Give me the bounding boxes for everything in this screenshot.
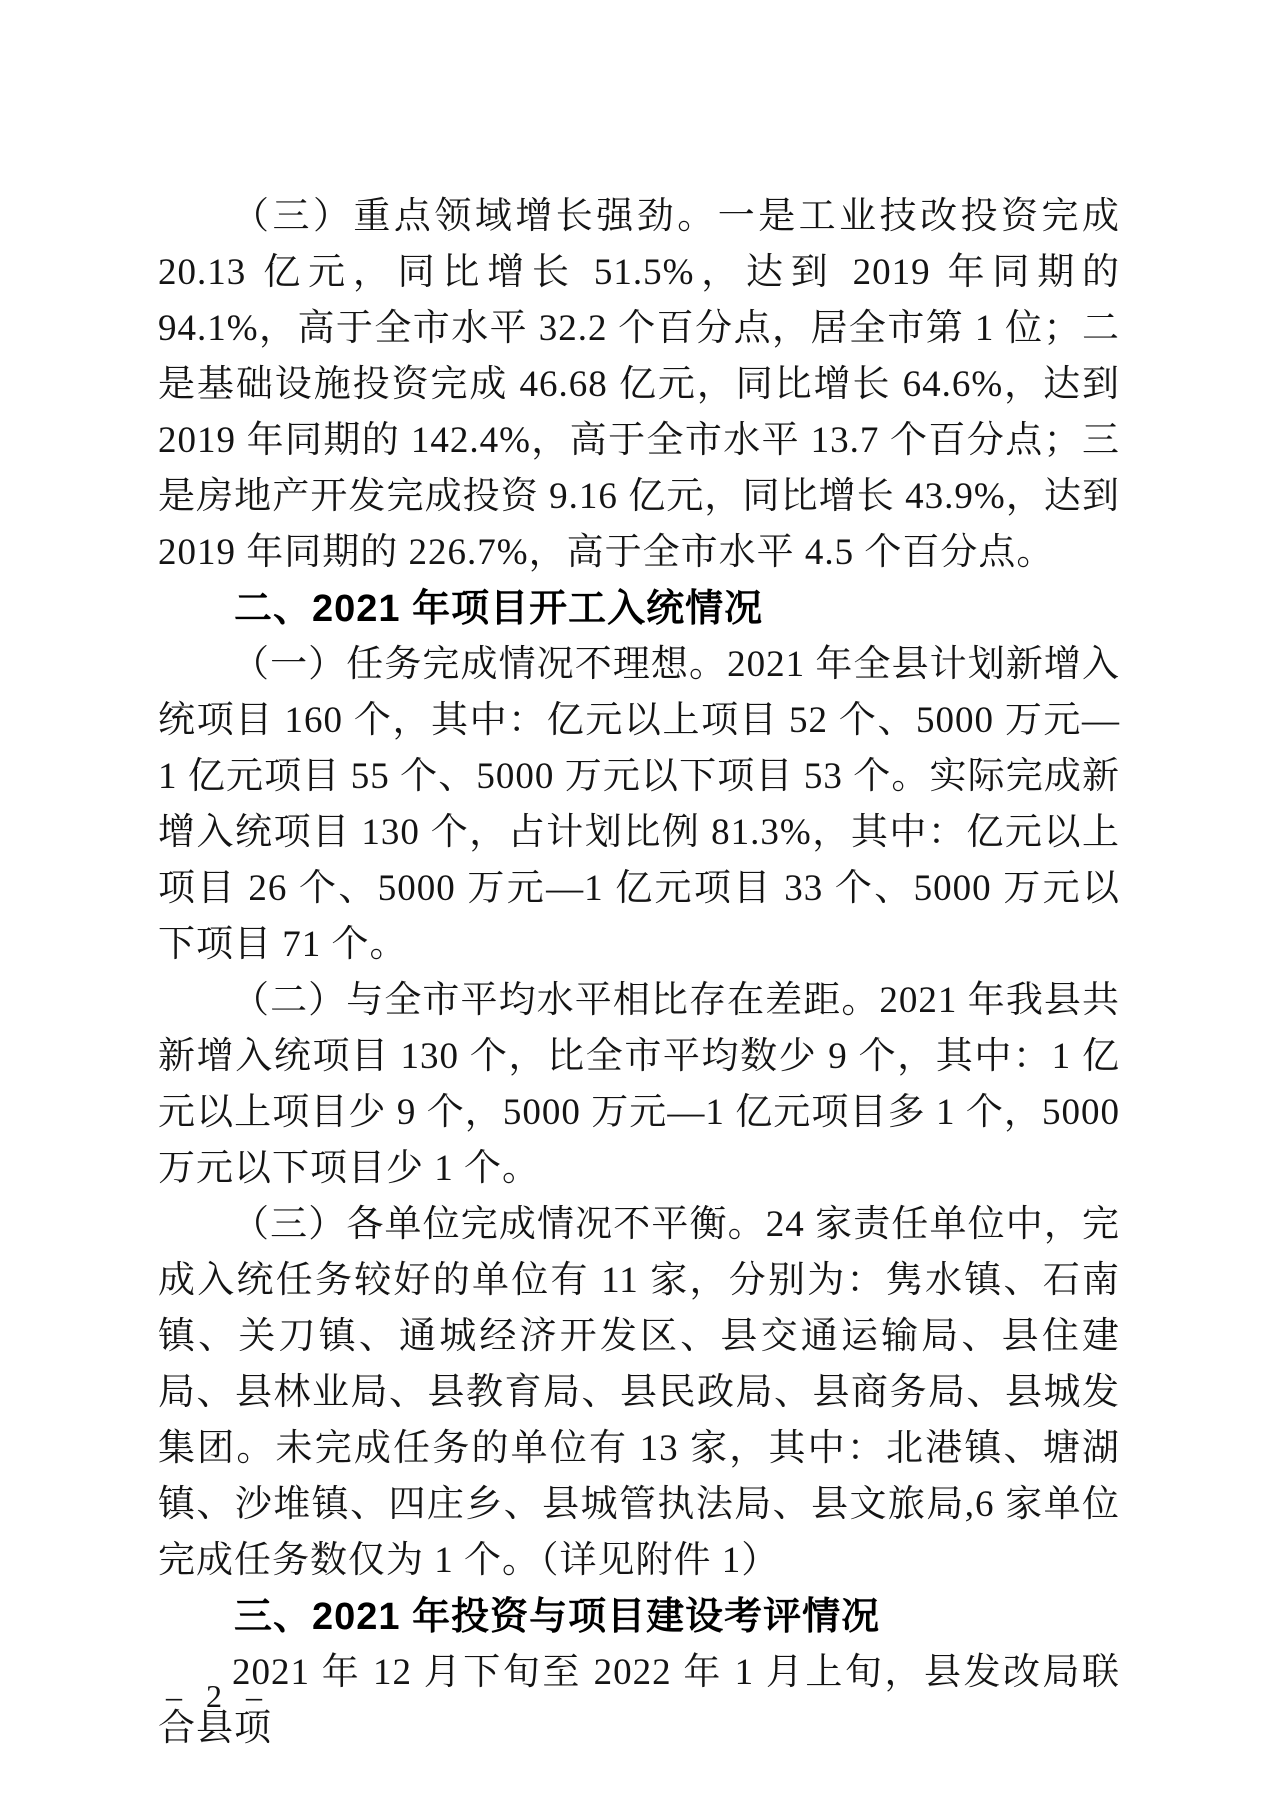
paragraph-city-average-gap [158,973,1120,1197]
page-number: – 2 – [166,1678,270,1714]
paragraph-text: 2021 年全县计划新增入统项目 160 个，其中：亿元以上项目 52 个、5000 万元—1 亿元项目 55 个、5000 万元以下项目 53 个。实际完成新增入统项目 130 个，占计划比例 81.3%，其中：亿元以上项目 26 个、5000 万元—1 亿元项目 33 个、5000 万元以下项目 71 个。 [158,644,1121,965]
paragraph-lead: （三）重点领域增长强劲。 [232,196,718,237]
document-body [158,189,1120,1757]
paragraph-task-completion [158,637,1120,973]
paragraph-text: 一是工业技改投资完成 20.13 亿元，同比增长 51.5%，达到 2019 年同期的 94.1%，高于全市水平 32.2 个百分点，居全市第 1 位；二是基础设施投资完成 46.68 亿元，同比增长 64.6%，达到 2019 年同期的 142.4%，高于全市水平 13.7 个百分点；三是房地产开发完成投资 9.16 亿元，同比增长 43.9%，达到 2019 年同期的 226.7%，高于全市水平 4.5 个百分点。 [158,196,1121,573]
section-heading-2: 二、2021 年项目开工入统情况 [234,588,764,630]
paragraph-unit-imbalance [158,1197,1120,1589]
paragraph-evaluation-intro [158,1645,1120,1757]
paragraph-key-sectors-growth [158,189,1120,581]
paragraph-lead: （二）与全市平均水平相比存在差距。 [232,980,880,1021]
paragraph-lead: （三）各单位完成情况不平衡。 [232,1204,766,1245]
paragraph-text: 24 家责任单位中，完成入统任务较好的单位有 11 家，分别为：隽水镇、石南镇、关刀镇、通城经济开发区、县交通运输局、县住建局、县林业局、县教育局、县民政局、县商务局、县城发集团。未完成任务的单位有 13 家，其中：北港镇、塘湖镇、沙堆镇、四庄乡、县城管执法局、县文旅局,6 家单位完成任务数仅为 1 个。（详见附件 1） [158,1204,1120,1581]
section-heading-3: 三、2021 年投资与项目建设考评情况 [234,1596,881,1638]
paragraph-text: 2021 年我县共新增入统项目 130 个，比全市平均数少 9 个，其中：1 亿元以上项目少 9 个，5000 万元—1 亿元项目多 1 个，5000 万元以下项目少 1 个。 [158,980,1121,1189]
paragraph-lead: （一）任务完成情况不理想。 [232,644,728,685]
paragraph-text: 2021 年 12 月下旬至 2022 年 1 月上旬，县发改局联合县项 [158,1652,1120,1749]
